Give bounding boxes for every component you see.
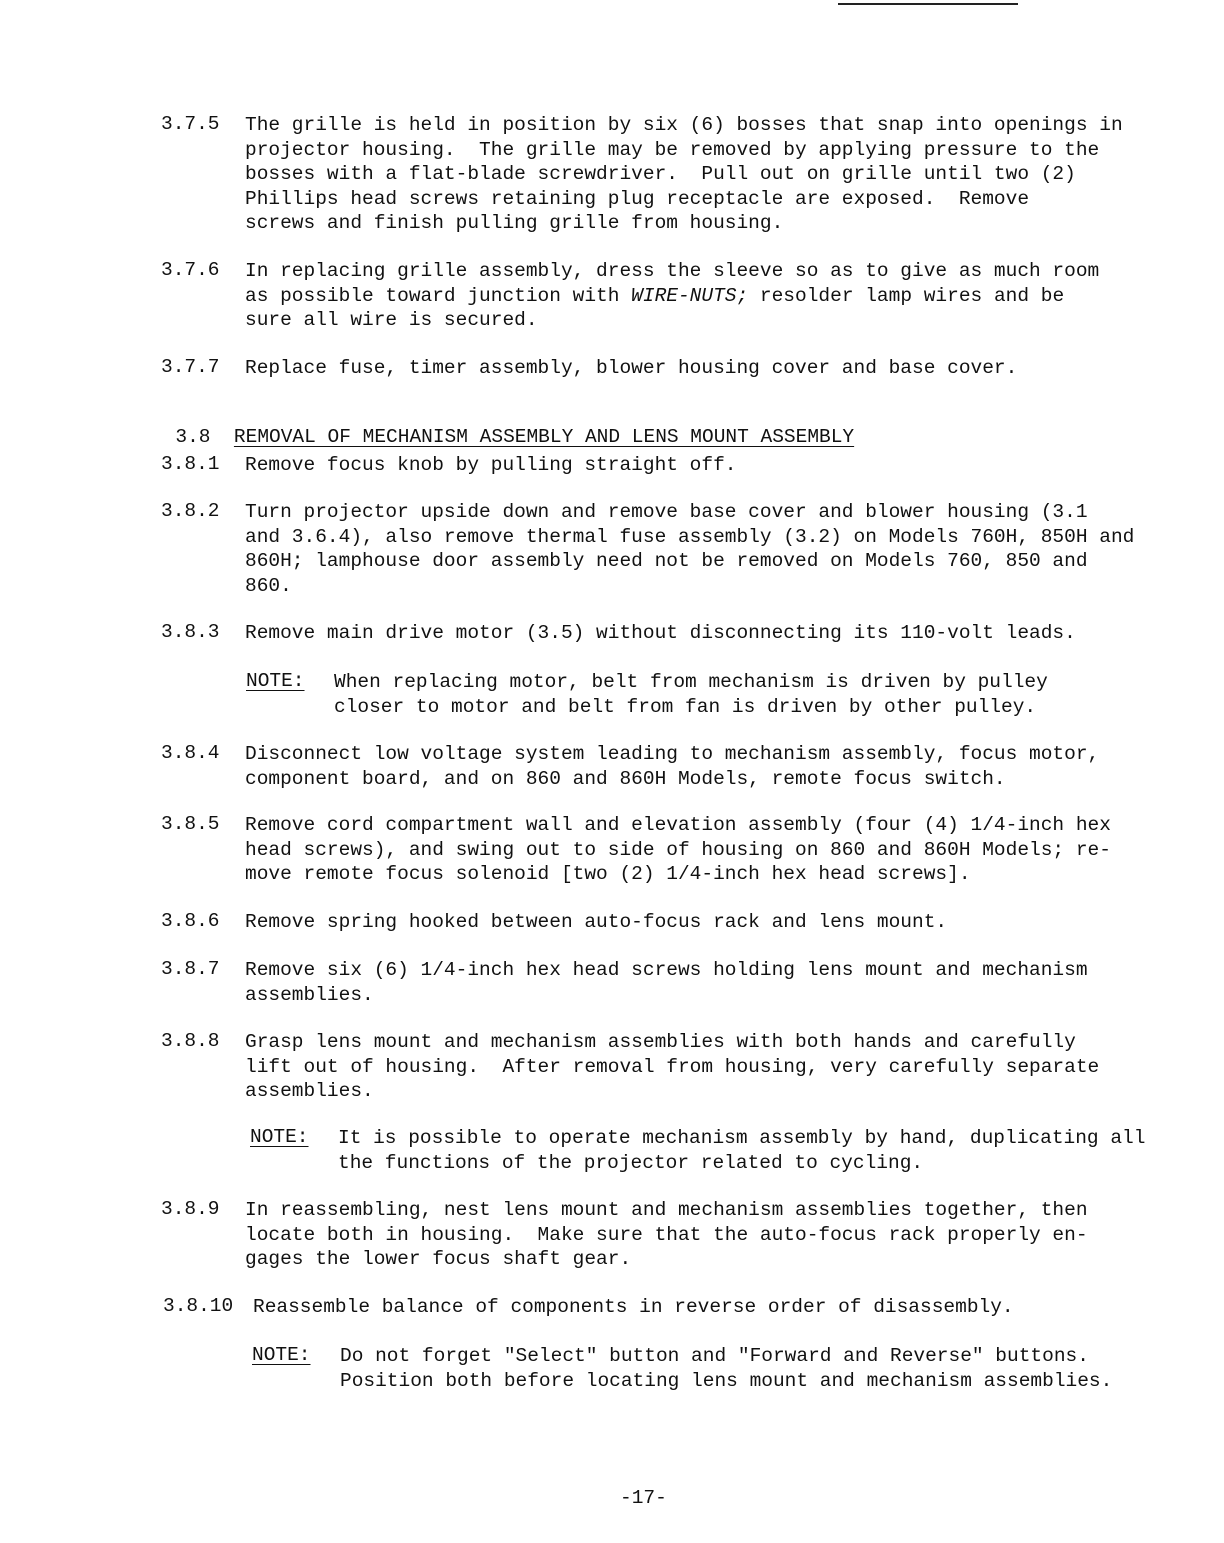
section-text [245,1030,1185,1104]
wire-nuts-trademark: WIRE-NUTS; [631,284,749,307]
section-text [245,742,1185,791]
text-line: the functions of the projector related to cycling. [338,1151,924,1174]
text-line: When replacing motor, belt from mechanism is driven by pulley [334,671,1048,693]
section-text [253,1295,1193,1320]
text-line: sure all wire is secured. [245,309,538,331]
section-number: 3.8.2 [161,500,220,522]
text-line: Remove spring hooked between auto-focus rack and lens mount. [245,911,948,933]
text-fragment: resolder lamp wires and be [748,284,1065,307]
text-line: Disconnect low voltage system leading to mechanism assembly, focus motor, [245,743,1100,765]
text-line: move remote focus solenoid [two (2) 1/4-inch hex head screws]. [245,863,971,885]
section-text [245,113,1185,236]
text-line: Position both before locating lens mount and mechanism assemblies. [340,1369,1113,1392]
section-text [245,958,1185,1007]
section-number: 3.7.7 [161,356,220,378]
text-line: and 3.6.4), also remove thermal fuse assembly (3.2) on Models 760H, 850H and [245,525,1135,548]
text-line: Remove cord compartment wall and elevation assembly (four (4) 1/4-inch hex [245,814,1111,836]
text-line: Turn projector upside down and remove base cover and blower housing (3.1 [245,501,1088,523]
heading-title: REMOVAL OF MECHANISM ASSEMBLY AND LENS MOUNT ASSEMBLY [233,426,855,448]
text-line: Do not forget "Select" button and "Forward and Reverse" buttons. [340,1345,1089,1367]
text-line: Phillips head screws retaining plug receptacle are exposed. Remove [245,187,1030,210]
section-number: 3.8.1 [161,453,220,475]
text-line: Grasp lens mount and mechanism assemblies with both hands and carefully [245,1031,1076,1053]
text-line: Reassemble balance of components in reverse order of disassembly. [253,1296,1014,1318]
section-heading-3-8 [152,404,854,448]
text-line: locate both in housing. Make sure that the auto-focus rack properly en- [245,1223,1088,1246]
note-label: NOTE: [252,1344,311,1366]
heading-number: 3.8 [175,426,211,448]
section-text [245,621,1185,646]
note-text [340,1344,1112,1393]
top-rule [838,3,1018,5]
text-line: 860H; lamphouse door assembly need not be removed on Models 760, 850 and [245,550,1088,572]
text-line: assemblies. [245,983,374,1006]
text-line: Remove main drive motor (3.5) without disconnecting its 110-volt leads. [245,622,1076,644]
text-line: gages the lower focus shaft gear. [245,1248,632,1270]
section-text [245,453,1185,478]
text-line: In replacing grille assembly, dress the sleeve so as to give as much room [245,260,1100,282]
text-line: It is possible to operate mechanism assembly by hand, duplicating all [338,1127,1146,1149]
section-text [245,1198,1185,1272]
section-number: 3.8.9 [161,1198,220,1220]
text-line: projector housing. The grille may be removed by applying pressure to the [245,138,1100,161]
section-number: 3.7.5 [161,113,220,135]
note-label: NOTE: [246,670,305,692]
text-line: The grille is held in position by six (6) bosses that snap into openings in [245,114,1123,136]
text-line: screws and finish pulling grille from housing. [245,212,784,234]
section-number: 3.8.8 [161,1030,220,1052]
section-text [245,910,1185,935]
note-text [334,670,1048,719]
text-line [245,284,1185,309]
section-text [245,259,1185,333]
section-number: 3.8.3 [161,621,220,643]
section-text [245,813,1185,887]
text-line: assemblies. [245,1080,374,1102]
text-line: Remove six (6) 1/4-inch hex head screws holding lens mount and mechanism [245,959,1088,981]
section-number: 3.8.4 [161,742,220,764]
text-line: Replace fuse, timer assembly, blower housing cover and base cover. [245,357,1018,379]
section-text [245,500,1185,598]
text-fragment: as possible toward junction with [245,284,632,307]
text-line: bosses with a flat-blade screwdriver. Pull out on grille until two (2) [245,163,1076,185]
section-text [245,356,1185,381]
text-line: lift out of housing. After removal from housing, very carefully separate [245,1055,1100,1078]
section-number: 3.7.6 [161,259,220,281]
text-line: component board, and on 860 and 860H Models, remote focus switch. [245,767,1006,790]
note-text [338,1126,1145,1175]
page-number: -17- [620,1487,667,1509]
text-line: closer to motor and belt from fan is driven by other pulley. [334,695,1037,718]
section-number: 3.8.7 [161,958,220,980]
section-number: 3.8.10 [163,1295,234,1317]
section-number: 3.8.5 [161,813,220,835]
text-line: Remove focus knob by pulling straight off. [245,454,737,476]
text-line: In reassembling, nest lens mount and mechanism assemblies together, then [245,1199,1088,1221]
text-line: 860. [245,574,292,597]
section-number: 3.8.6 [161,910,220,932]
note-label: NOTE: [250,1126,309,1148]
text-line: head screws), and swing out to side of housing on 860 and 860H Models; re- [245,838,1111,861]
